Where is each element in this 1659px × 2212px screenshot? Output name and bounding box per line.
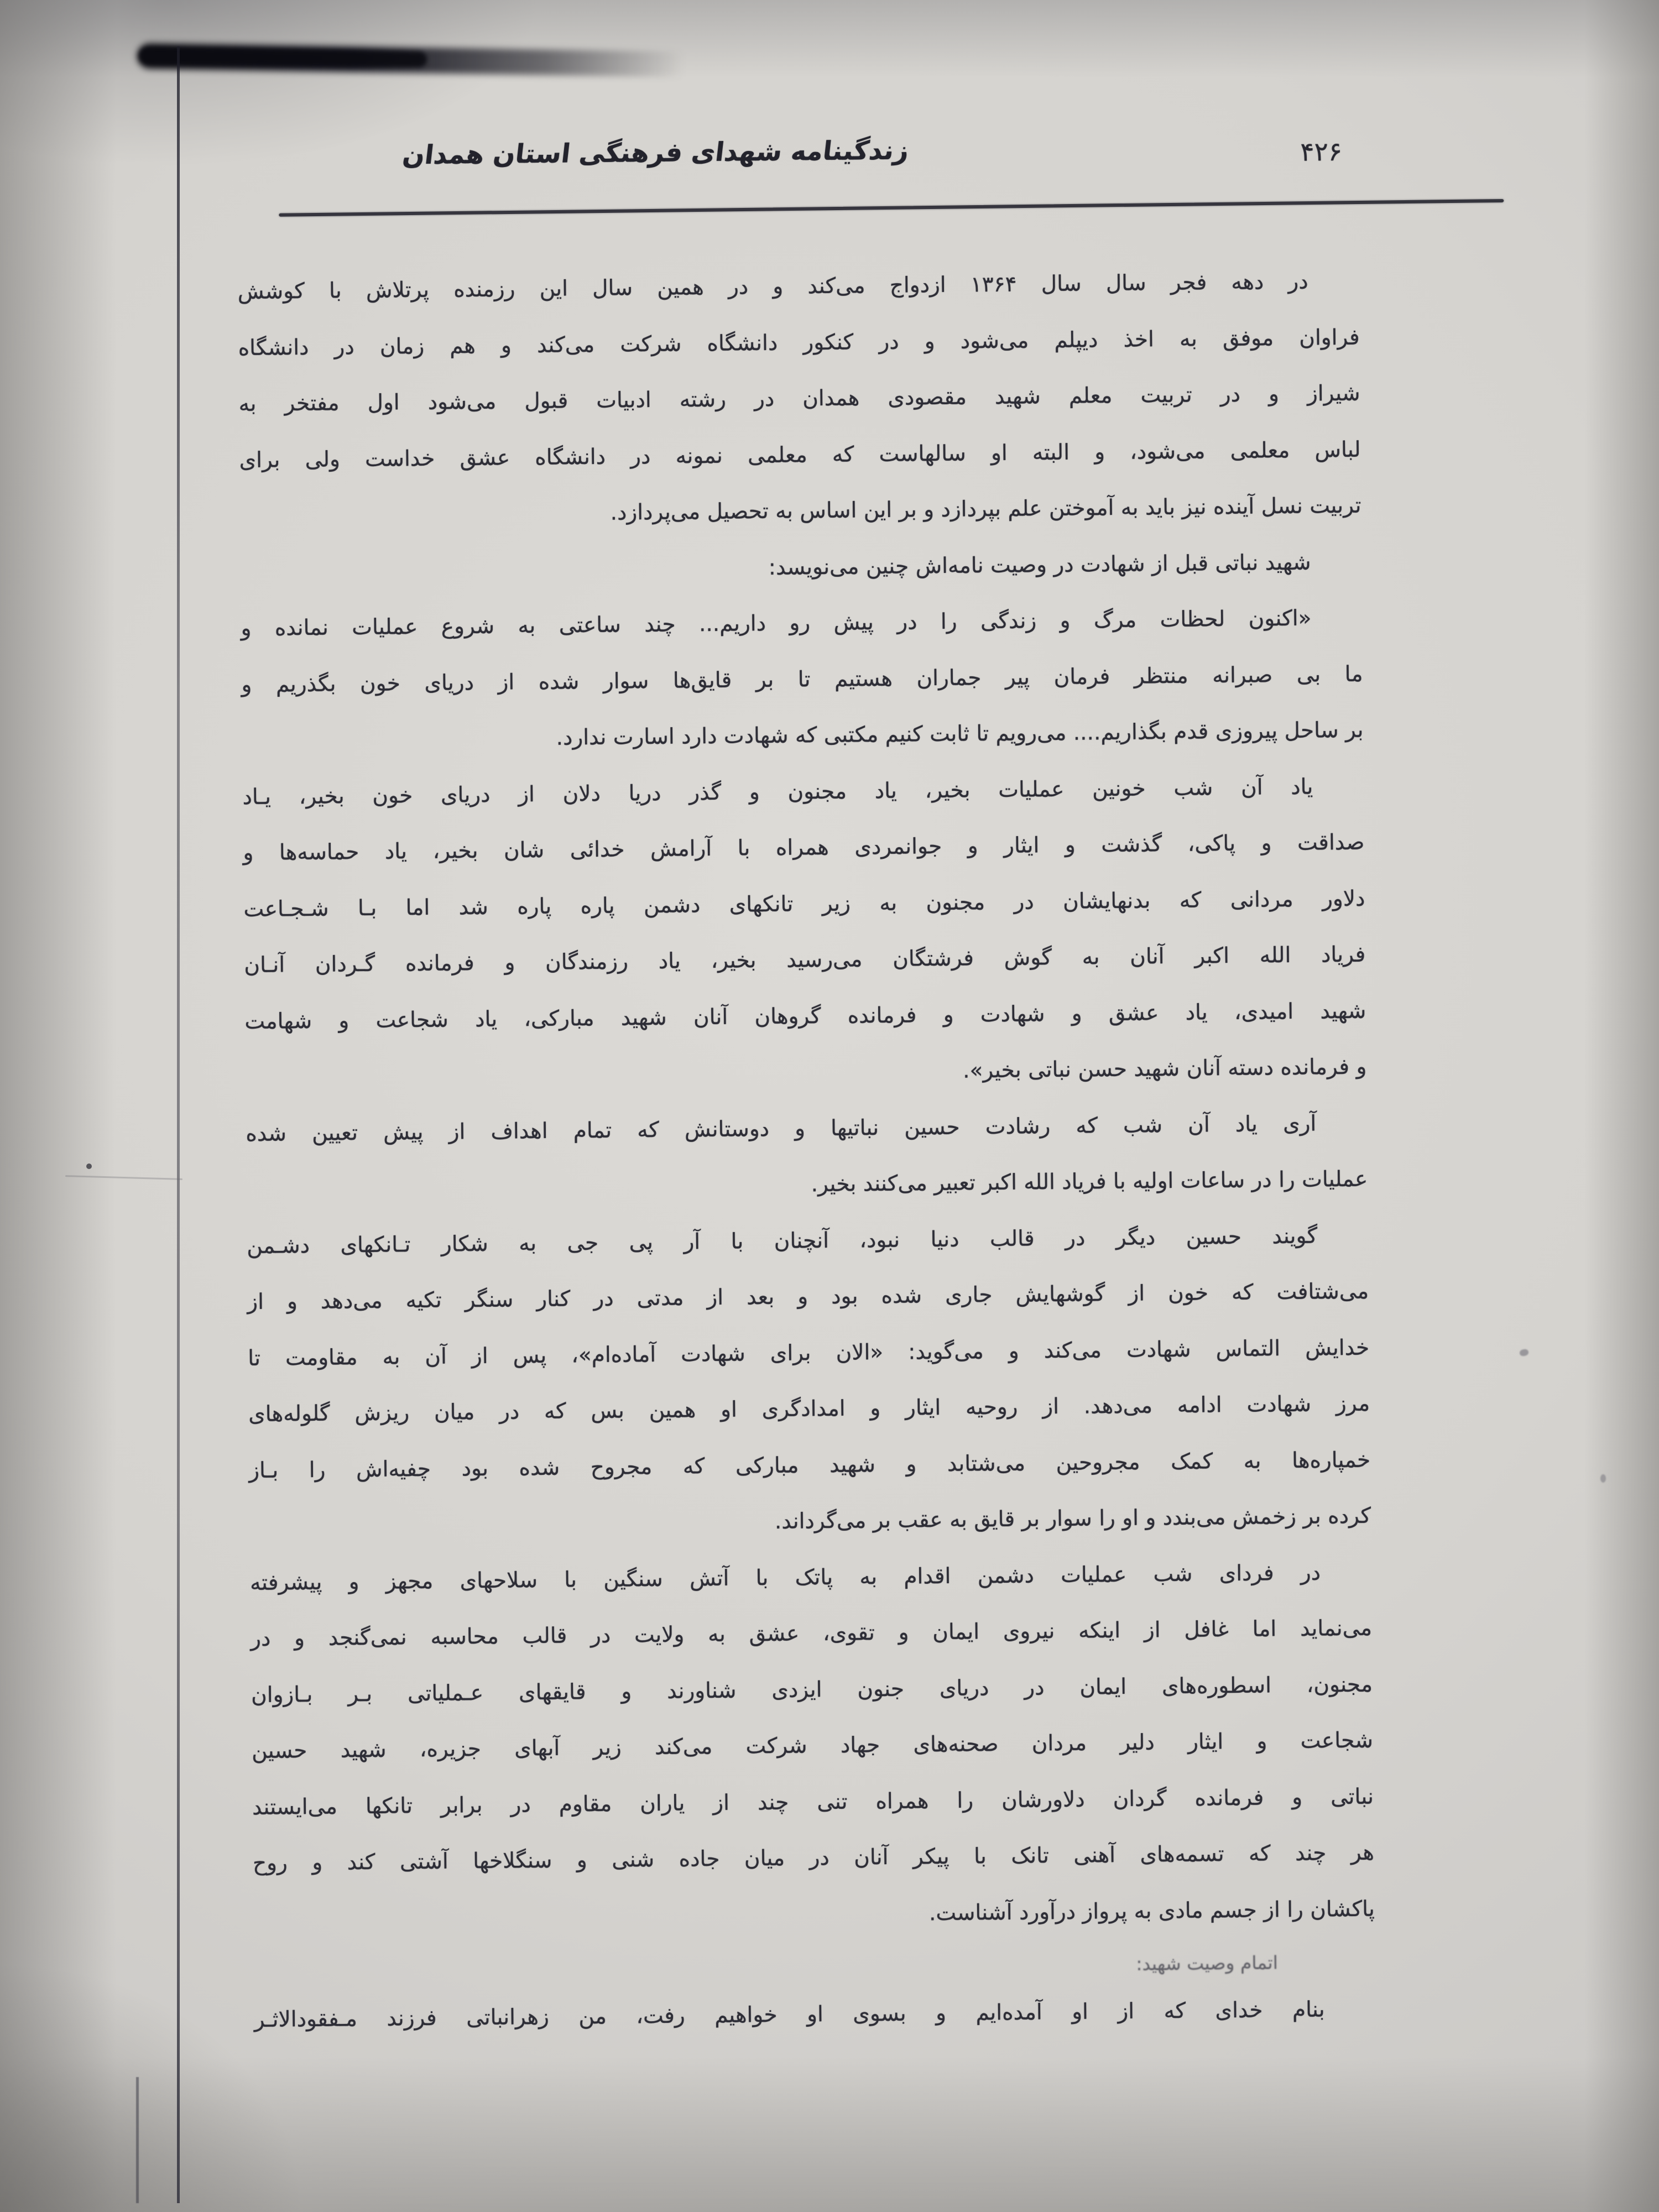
text-line: عملیات را در ساعات اولیه با فریاد الله اکبر تعبیر می‌کنند بخیر. (811, 1166, 1368, 1197)
book-running-title: زندگینامه شهدای فرهنگی استان همدان (401, 135, 911, 171)
text-line: می‌شتافت که خون از گوشهایش جاری شده بود و بعد از مدتی در کنار سنگر تکیه می‌دهد و از (247, 1279, 1369, 1315)
text-line: در فردای شب عملیات دشمن اقدام به پاتک با آتش سنگین با سلاحهای مجهز و پیشرفته (249, 1560, 1321, 1595)
text-line: می‌نماید اما غافل از اینکه نیروی ایمان و تقوی، عشق به ولایت در قالب محاسبه نمی‌گنجد و در (250, 1615, 1373, 1652)
header-rule (279, 199, 1504, 217)
paragraph (247, 1207, 1371, 1554)
text-line: گویند حسین دیگر در قالب دنیا نبود، آنچنان با آر پی جی به شکار تـانکهای دشـمن (247, 1223, 1318, 1259)
paragraph (241, 590, 1364, 769)
text-line: نباتی و فرمانده گردان دلاورشان را همراه تنی چند از یاران مقاوم در برابر تانکها می‌ایستند (252, 1784, 1374, 1820)
paragraph (250, 1544, 1375, 1948)
text-line: خمپاره‌ها به کمک مجروحین می‌شتابد و شهید مبارکی که مجروح شده بود چفیه‌اش را بـاز (248, 1447, 1371, 1483)
paragraph (242, 758, 1367, 1105)
text-line: شهید نباتی قبل از شهادت در وصیت نامه‌اش چنین می‌نویسد: (768, 550, 1311, 580)
will-opening-paragraph (254, 1981, 1376, 2048)
text-line: شیراز و در تربیت معلم شهید مقصودی همدان در رشته ادبیات قبول می‌شود اول مفتخر به (238, 380, 1360, 417)
text-line: «اکنون لحظات مرگ و زندگی را در پیش رو داریم... چند ساعتی به شروع عملیات نمانده و (241, 606, 1312, 641)
text-line: فریاد الله اکبر آنان به گوش فرشتگان می‌رسید بخیر، یاد رزمندگان و فرمانده گـردان آنـان (244, 942, 1366, 978)
text-line: در دهه فجر سال سال ۱۳۶۴ ازدواج می‌کند و در همین سال این رزمنده پرتلاش با کوشش (237, 269, 1308, 305)
text-line: لباس معلمی می‌شود، و البته او سالهاست که معلمی نمونه در دانشگاه عشق خداست ولی برای (239, 437, 1361, 473)
text-line: هر چند که تسمه‌های آهنی تانک با پیکر آنان در میان جاده شنی و سنگلاخها آشتی کند و روح (252, 1840, 1375, 1876)
text-line: بنام خدای که از او آمده‌ایم و بسوی او خواهیم رفت، من زهرانباتی فرزند مـفقودالاثـر (254, 1997, 1325, 2033)
text-line: ما بی صبرانه منتظر فرمان پیر جماران هستیم تا بر قایق‌ها سوار شده از دریای خون بگذریم و (241, 661, 1363, 697)
main-paragraphs (237, 253, 1375, 1948)
page-number: ۴۲۶ (1300, 137, 1343, 168)
paragraph (237, 253, 1361, 545)
text-line: فراوان موفق به اخذ دیپلم می‌شود و در کنکور دانشگاه شرکت می‌کند و هم زمان در دانشگاه (238, 325, 1360, 361)
paragraph (246, 1095, 1368, 1218)
text-line: شهید امیدی، یاد عشق و شهادت و فرمانده گروهان آنان شهید مبارکی، یاد شجاعت و شهامت (244, 998, 1366, 1034)
text-line: بر ساحل پیروزی قدم بگذاریم.... می‌رویم تا ثابت کنیم مکتبی که شهادت دارد اسارت ندارد. (556, 717, 1364, 750)
text-line: خدایش التماس شهادت می‌کند و می‌گوید: «الان برای شهادت آماده‌ام»، پس از آن به مقاومت تا (248, 1335, 1370, 1371)
text-line: آری یاد آن شب که رشادت حسین نباتیها و دوستانش که تمام اهداف از پیش تعیین شده (246, 1111, 1317, 1146)
text-line: یاد آن شب خونین عملیات بخیر، یاد مجنون و گذر دریا دلان از دریای خون بخیر، یـاد (242, 774, 1313, 810)
text-line: تربیت نسل آینده نیز باید به آموختن علم بپردازد و بر این اساس به تحصیل می‌پردازد. (610, 493, 1361, 525)
text-line: مجنون، اسطوره‌های ایمان در دریای جنون ایزدی شناورند و قایقهای عـملیاتی بـر بـازوان (251, 1672, 1373, 1708)
text-line: پاکشان را از جسم مادی به پرواز درآورد آشناست. (928, 1896, 1375, 1926)
faint-will-heading: اتمام وصیت شهید: (1136, 1952, 1279, 1975)
text-line: صداقت و پاکی، گذشت و ایثار و جوانمردی همراه با آرامش خدائی شان بخیر، یاد حماسه‌ها و (243, 830, 1365, 866)
body-text (237, 253, 1376, 2048)
text-line: و فرمانده دسته آنان شهید حسن نباتی بخیر». (962, 1054, 1367, 1083)
text-line: مرز شهادت ادامه می‌دهد. از روحیه ایثار و امدادگری او همین بس که در میان ریزش گلوله‌های (248, 1391, 1370, 1427)
text-line: دلاور مردانی که بدنهایشان در مجنون به زیر تانکهای دشمن پاره پاره شد اما بـا شـجـاعت (243, 886, 1365, 922)
text-line: کرده بر زخمش می‌بندد و او را سوار بر قایق به عقب بر می‌گرداند. (774, 1503, 1371, 1534)
paragraph (254, 1981, 1376, 2048)
paragraph (240, 534, 1362, 601)
text-line: شجاعت و ایثار دلیر مردان صحنه‌های جهاد شرکت می‌کند زیر آبهای جزیره، شهید حسین (251, 1728, 1374, 1764)
